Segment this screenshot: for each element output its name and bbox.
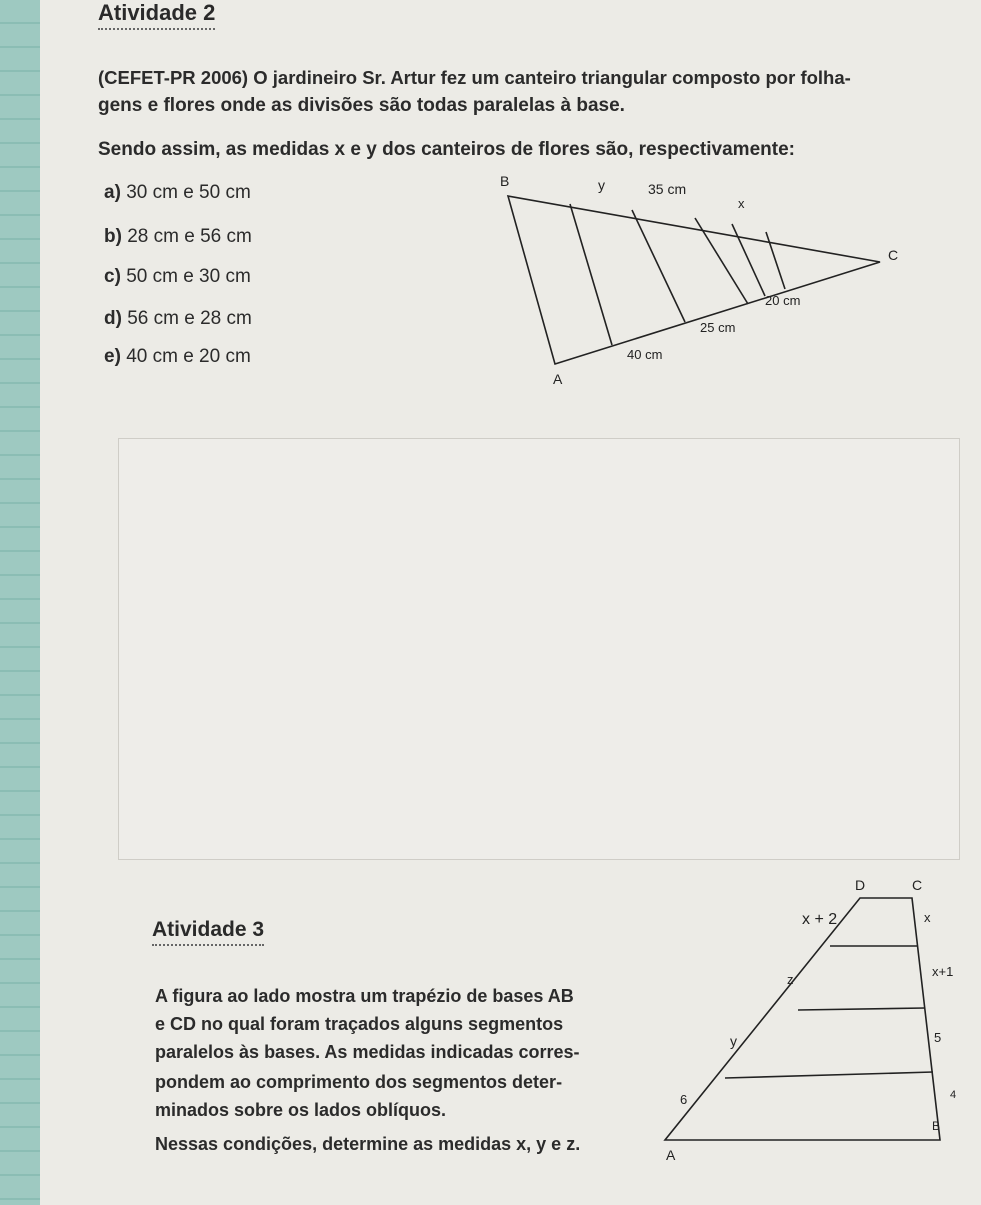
vertex-c-label: C xyxy=(912,877,923,893)
option-text: 56 cm e 28 cm xyxy=(127,308,252,329)
activity3-line5: minados sobre os lados oblíquos. xyxy=(155,1100,447,1120)
option-letter: e) xyxy=(104,346,121,367)
label-4: 4 xyxy=(950,1089,957,1101)
vertex-a-label: A xyxy=(666,1147,676,1163)
label-x: x xyxy=(738,196,745,211)
label-20cm: 20 cm xyxy=(765,293,801,308)
option-letter: d) xyxy=(104,308,122,329)
vertex-d-label: D xyxy=(855,877,866,893)
option-text: 28 cm e 56 cm xyxy=(127,226,252,247)
activity3-line1: A figura ao lado mostra um trapézio de bases AB xyxy=(155,986,574,1006)
vertex-a-label: A xyxy=(553,371,563,387)
trapezoid-figure xyxy=(0,860,981,1205)
activity3-title: Atividade 3 xyxy=(152,918,264,946)
parallel-segment xyxy=(798,1008,925,1010)
option-letter: c) xyxy=(104,266,121,287)
option-text: 40 cm e 20 cm xyxy=(126,346,251,367)
label-x: x xyxy=(924,910,931,925)
label-x-plus-1: x+1 xyxy=(932,964,954,979)
option-text: 50 cm e 30 cm xyxy=(126,266,251,287)
activity3-line6: Nessas condições, determine as medidas x, y e z. xyxy=(155,1134,581,1154)
label-y: y xyxy=(598,177,605,193)
triangle-outline xyxy=(508,196,880,364)
trapezoid-outline xyxy=(665,898,940,1140)
option-letter: a) xyxy=(104,182,121,203)
activity2-question: Sendo assim, as medidas x e y dos canteiros de flores são, respectivamente: xyxy=(98,139,795,160)
activity2-statement-line2: gens e flores onde as divisões são todas paralelas à base. xyxy=(98,95,625,116)
activity2-statement-line1: (CEFET-PR 2006) O jardineiro Sr. Artur fez um canteiro triangular composto por folha- xyxy=(98,67,851,88)
activity3-line2: e CD no qual foram traçados alguns segmentos xyxy=(155,1014,564,1034)
label-35cm: 35 cm xyxy=(648,181,687,197)
activity2-title: Atividade 2 xyxy=(98,0,215,30)
activity3-line4: pondem ao comprimento dos segmentos deter- xyxy=(155,1072,563,1092)
option-letter: b) xyxy=(104,226,122,247)
label-5: 5 xyxy=(934,1030,942,1045)
division-line xyxy=(766,232,785,289)
label-40cm: 40 cm xyxy=(627,347,663,362)
label-y: y xyxy=(730,1033,737,1049)
vertex-b-label: B xyxy=(932,1119,941,1133)
division-line xyxy=(570,204,612,345)
vertex-b-label: B xyxy=(500,173,510,189)
label-x-plus-2: x + 2 xyxy=(802,911,838,928)
label-z: z xyxy=(787,972,794,987)
division-line xyxy=(695,218,748,304)
parallel-segment xyxy=(725,1072,933,1078)
label-25cm: 25 cm xyxy=(700,320,736,335)
label-6: 6 xyxy=(680,1092,688,1107)
activity3-line3: paralelos às bases. As medidas indicadas corres- xyxy=(155,1042,580,1062)
answer-box[interactable] xyxy=(118,438,960,860)
triangle-figure xyxy=(0,0,981,400)
vertex-c-label: C xyxy=(888,247,899,263)
option-text: 30 cm e 50 cm xyxy=(126,182,251,203)
